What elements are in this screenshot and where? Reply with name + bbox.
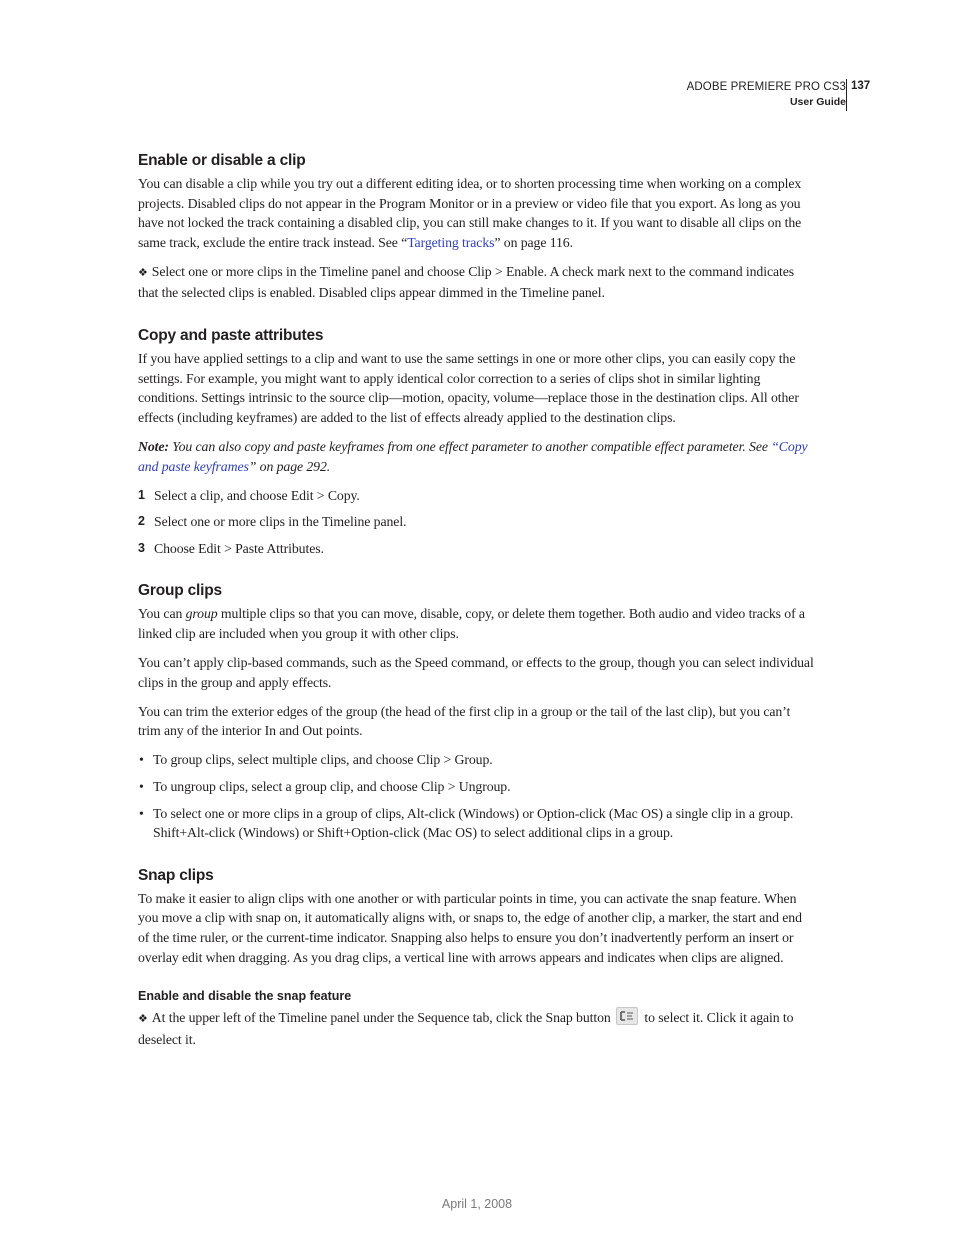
running-header <box>687 79 846 110</box>
snap-intro-paragraph: To make it easier to align clips with one another or with particular points in time, you can activate the snap feature. When you move a clip with snap on, it automatically aligns with, or snaps to, the edge of another clip, a marker, the start and end of the time ruler, or the current-time indicator. Snapping also helps to ensure you don’t inadvertently perform an insert or overlay edit when dragging. As you drag clips, a vertical line with arrows appears and indicates when clips are aligned. <box>138 890 802 965</box>
heading-group-clips: Group clips <box>138 582 222 600</box>
group-paragraph-3: You can trim the exterior edges of the group (the head of the first clip in a group or the tail of the last clip), but you can’t trim any of the interior In and Out points. <box>138 703 791 739</box>
enable-intro-paragraph <box>138 174 814 252</box>
product-name: ADOBE PREMIERE PRO CS3 <box>686 81 846 93</box>
bullet-dot: • <box>139 805 144 821</box>
group-intro-text: You can <box>138 606 186 622</box>
bullet-text: To ungroup clips, select a group clip, and choose Clip > Ungroup. <box>153 779 511 795</box>
group-emphasis: group <box>185 606 218 622</box>
bullet-text: To group clips, select multiple clips, and choose Clip > Group. <box>153 752 493 768</box>
step-number: 3 <box>138 540 145 555</box>
guide-name: User Guide <box>789 96 846 108</box>
enable-step-text: Select one or more clips in the Timeline panel and choose Clip > Enable. A check mark next to the command indicates that the selected clips is enabled. Disabled clips appear dimmed in the Timeline panel. <box>138 263 795 301</box>
heading-copy-paste-attributes: Copy and paste attributes <box>138 327 324 345</box>
note-label: Note: <box>138 438 169 454</box>
step-text: Choose Edit > Paste Attributes. <box>154 540 324 556</box>
copy-step-1 <box>138 486 814 506</box>
header-divider <box>846 79 847 111</box>
link-copy-paste-keyframes[interactable]: “Copy and paste keyframes <box>138 438 808 474</box>
heading-snap-clips: Snap clips <box>138 866 214 884</box>
group-bullet-1 <box>138 750 814 770</box>
copy-step-3 <box>138 539 814 559</box>
step-text: Select one or more clips in the Timeline panel. <box>154 514 407 530</box>
footer-date: April 1, 2008 <box>441 1197 513 1211</box>
note-text: You can also copy and paste keyframes from one effect parameter to another compatible effect parameter. See <box>168 438 772 454</box>
page-body <box>138 148 814 1049</box>
diamond-bullet-icon: ❖ <box>138 266 148 279</box>
snap-step <box>138 1007 814 1049</box>
snap-magnet-icon <box>616 1007 638 1025</box>
subheading-snap-feature: Enable and disable the snap feature <box>138 989 352 1004</box>
note-text-end: ” on page 292. <box>248 458 331 474</box>
heading-enable-disable-clip: Enable or disable a clip <box>138 152 306 169</box>
step-number: 2 <box>138 514 145 529</box>
snap-step-text: At the upper left of the Timeline panel under the Sequence tab, click the Snap button <box>151 1010 615 1026</box>
group-intro-text-end: multiple clips so that you can move, disable, copy, or delete them together. Both audio and video tracks of a linked clip are included when you group it with other clips. <box>138 606 805 641</box>
page-number: 137 <box>851 80 871 92</box>
step-text: Select a clip, and choose Edit > Copy. <box>154 487 360 503</box>
group-bullet-3 <box>138 804 814 843</box>
snap-step-text-end: to select it. Click it again to deselect it. <box>138 1010 794 1047</box>
enable-intro-text-end: ” on page 116. <box>494 234 573 250</box>
enable-intro-text: You can disable a clip while you try out a different editing idea, or to shorten processing time when working on a complex projects. Disabled clips do not appear in the Program Monitor or in a preview or video file that you export. As long as you have not locked the track containing a disabled clip, you can still make changes to it. If you want to disable all clips on the same track, exclude the entire track instead. See “ <box>138 176 802 250</box>
enable-step <box>138 262 814 303</box>
diamond-bullet-icon: ❖ <box>138 1013 148 1026</box>
note-paragraph <box>138 437 814 476</box>
group-paragraph-2: You can’t apply clip-based commands, such as the Speed command, or effects to the group, though you can select individual clips in the group and apply effects. <box>138 655 814 690</box>
bullet-text: To select one or more clips in a group of clips, Alt-click (Windows) or Option-click (Mac OS) a single clip in a group. Shift+Alt-click (Windows) or Shift+Option-click (Mac OS) to select additional clips in a group. <box>153 805 794 841</box>
bullet-dot: • <box>139 752 144 768</box>
group-intro-paragraph <box>138 604 814 643</box>
step-number: 1 <box>138 487 145 502</box>
copy-intro-paragraph: If you have applied settings to a clip and want to use the same settings in one or more other clips, you can easily copy the settings. For example, you might want to apply identical color correction to a series of clips shot in similar lighting conditions. Settings intrinsic to the source clip—motion, opacity, volume—replace those in the destination clips. All other effects (including keyframes) are added to the list of effects already applied to the destination clips. <box>138 351 799 425</box>
link-targeting-tracks[interactable]: Targeting tracks <box>407 234 495 250</box>
bullet-dot: • <box>139 779 144 795</box>
copy-step-2 <box>138 512 814 532</box>
group-bullet-2 <box>138 777 814 797</box>
